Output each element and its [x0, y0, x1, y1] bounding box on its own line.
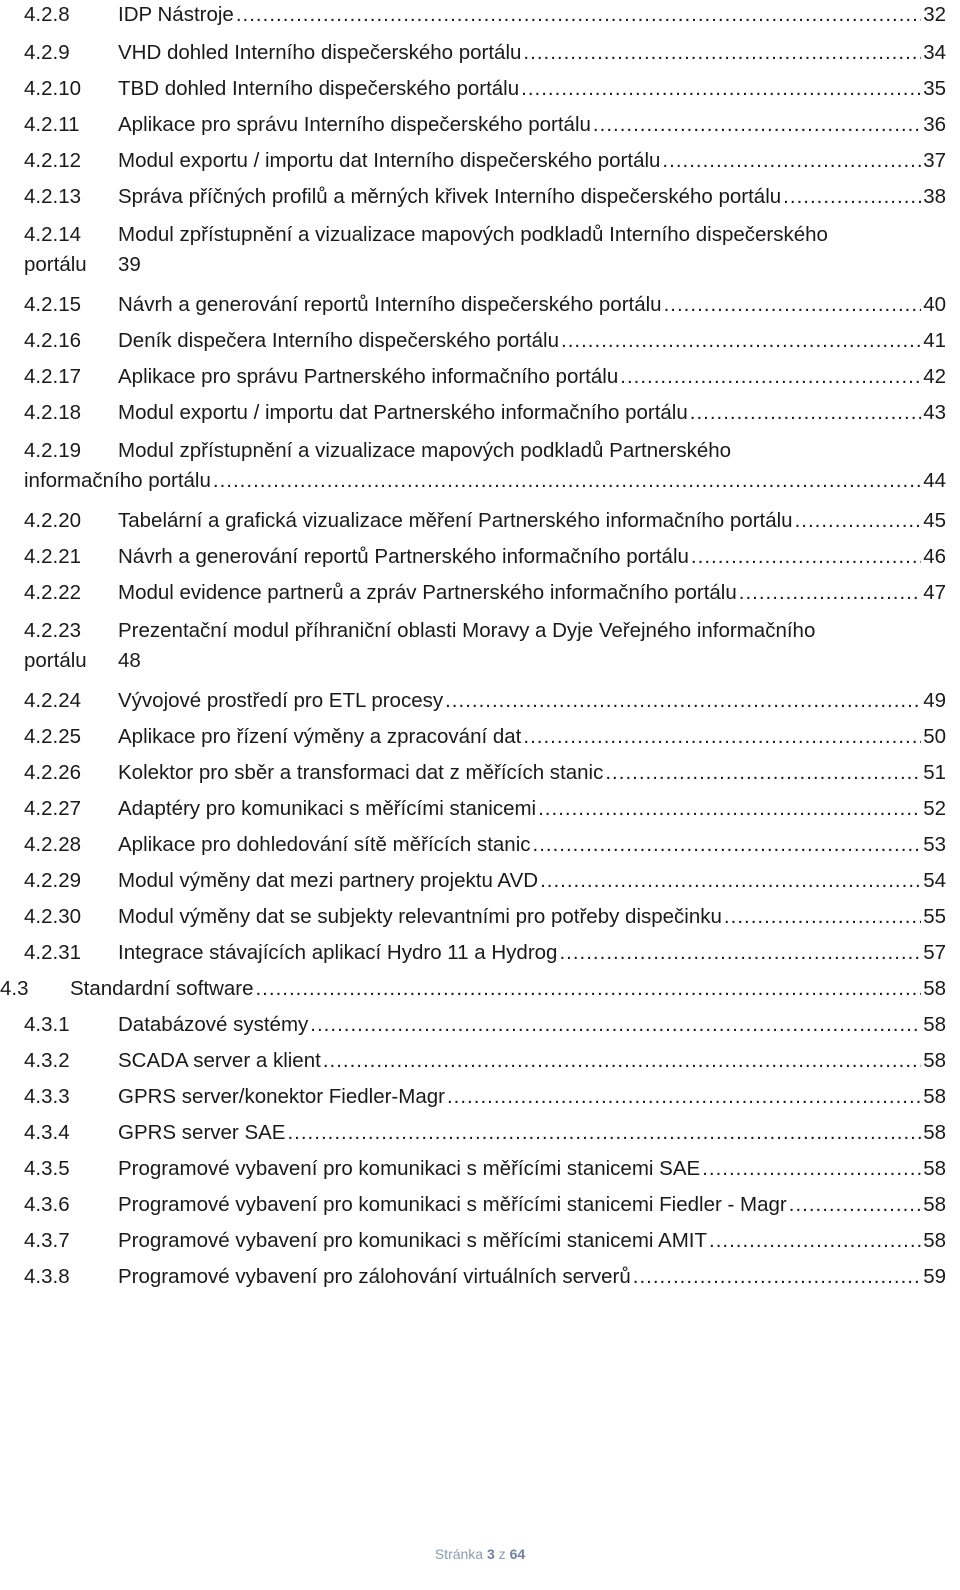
toc-entry-number: 4.3.3 [24, 1085, 70, 1108]
dot-leader [445, 686, 921, 716]
toc-entry-page: 46 [923, 545, 946, 568]
footer-total-pages: 64 [509, 1546, 526, 1562]
toc-entry-title: Integrace stávajících aplikací Hydro 11 a Hydrog [118, 941, 558, 964]
toc-entry-page: 58 [923, 1085, 946, 1108]
dot-leader [620, 362, 921, 392]
toc-entry[interactable] [0, 1262, 960, 1292]
toc-entry-number: 4.2.13 [24, 185, 81, 208]
toc-entry-title: Aplikace pro správu Partnerského informačního portálu [118, 365, 619, 388]
dot-leader [523, 38, 921, 68]
dot-leader [521, 74, 921, 104]
toc-entry[interactable] [0, 1190, 960, 1220]
toc-entry-page: 44 [923, 469, 946, 492]
toc-entry-title: Modul exportu / importu dat Partnerského informačního portálu [118, 401, 688, 424]
toc-entry-title: Modul exportu / importu dat Interního dispečerského portálu [118, 149, 661, 172]
toc-entry-number: 4.2.10 [24, 77, 81, 100]
toc-entry[interactable] [0, 220, 960, 280]
toc-entry-title: GPRS server SAE [118, 1121, 286, 1144]
toc-entry-page: 59 [923, 1265, 946, 1288]
toc-entry[interactable] [0, 326, 960, 356]
toc-entry-number: 4.2.27 [24, 797, 81, 820]
toc-entry-number: 4.3.8 [24, 1265, 70, 1288]
toc-entry[interactable] [0, 758, 960, 788]
toc-entry[interactable] [0, 182, 960, 212]
toc-entry-page: 47 [923, 581, 946, 604]
dot-leader [523, 722, 921, 752]
dot-leader [702, 1154, 921, 1184]
toc-entry-page: 58 [923, 1193, 946, 1216]
dot-leader [540, 866, 921, 896]
toc-entry-number: 4.2.23 [24, 619, 81, 642]
toc-entry[interactable] [0, 830, 960, 860]
dot-leader [795, 506, 922, 536]
toc-entry-page: 50 [923, 725, 946, 748]
dot-leader [690, 398, 921, 428]
toc-entry-number: 4.2.31 [24, 941, 81, 964]
toc-entry-number: 4.3.5 [24, 1157, 70, 1180]
toc-entry-title: Správa příčných profilů a měrných křivek Interního dispečerského portálu [118, 185, 782, 208]
toc-entry[interactable] [0, 1154, 960, 1184]
toc-entry-number: 4.2.14 [24, 223, 81, 246]
toc-entry-page: 48 [118, 649, 141, 672]
toc-entry-title: GPRS server/konektor Fiedler-Magr [118, 1085, 445, 1108]
toc-entry-title: Standardní software [70, 977, 254, 1000]
dot-leader [323, 1046, 921, 1076]
toc-entry[interactable] [0, 578, 960, 608]
toc-entry-title: Databázové systémy [118, 1013, 309, 1036]
toc-entry-page: 58 [923, 1013, 946, 1036]
toc-entry-page: 45 [923, 509, 946, 532]
toc-entry-section[interactable] [0, 974, 960, 1004]
footer-separator: z [498, 1546, 506, 1562]
toc-entry-title: Návrh a generování reportů Interního dispečerského portálu [118, 293, 662, 316]
toc-entry-page: 37 [923, 149, 946, 172]
toc-entry[interactable] [0, 794, 960, 824]
toc-entry-page: 35 [923, 77, 946, 100]
toc-entry-title: Návrh a generování reportů Partnerského informačního portálu [118, 545, 689, 568]
dot-leader [533, 830, 922, 860]
toc-entry[interactable] [0, 1046, 960, 1076]
toc-entry-title: Programové vybavení pro komunikaci s měřícími stanicemi AMIT [118, 1229, 707, 1252]
toc-entry-number: 4.2.16 [24, 329, 81, 352]
toc-entry-page: 58 [923, 1229, 946, 1252]
toc-entry[interactable] [0, 110, 960, 140]
dot-leader [662, 146, 921, 176]
footer-prefix: Stránka [434, 1546, 484, 1562]
toc-entry-page: 53 [923, 833, 946, 856]
toc-entry-title: Aplikace pro řízení výměny a zpracování dat [118, 725, 522, 748]
toc-entry[interactable] [0, 1082, 960, 1112]
dot-leader [287, 1118, 921, 1148]
toc-entry[interactable] [0, 38, 960, 68]
dot-leader [593, 110, 921, 140]
page-footer [0, 1546, 960, 1562]
toc-entry-number: 4.2.29 [24, 869, 81, 892]
toc-entry-title: Vývojové prostředí pro ETL procesy [118, 689, 444, 712]
toc-entry-page: 49 [923, 689, 946, 712]
toc-entry-page: 54 [923, 869, 946, 892]
toc-entry-number: 4.2.25 [24, 725, 81, 748]
toc-entry-page: 41 [923, 329, 946, 352]
toc-entry-number: 4.2.21 [24, 545, 81, 568]
toc-entry-title: IDP Nástroje [118, 3, 234, 26]
dot-leader [255, 974, 921, 1004]
toc-entry-number: 4.2.28 [24, 833, 81, 856]
dot-leader [236, 0, 921, 30]
toc-entry-page: 58 [923, 1157, 946, 1180]
toc-entry[interactable] [0, 866, 960, 896]
toc-entry[interactable] [0, 1118, 960, 1148]
toc-entry-title-continued: portálu [24, 649, 87, 672]
toc-entry[interactable] [0, 398, 960, 428]
toc-entry[interactable] [0, 1226, 960, 1256]
toc-entry-title: Kolektor pro sběr a transformaci dat z měřících stanic [118, 761, 604, 784]
toc-entry-title: Adaptéry pro komunikaci s měřícími stanicemi [118, 797, 537, 820]
toc-entry-title-continued: informačního portálu [24, 469, 211, 492]
dot-leader [739, 578, 921, 608]
dot-leader [709, 1226, 921, 1256]
dot-leader [559, 938, 921, 968]
dot-leader [213, 466, 921, 496]
toc-entry[interactable] [0, 1010, 960, 1040]
toc-entry-number: 4.2.20 [24, 509, 81, 532]
toc-entry-title: Programové vybavení pro komunikaci s měřícími stanicemi Fiedler - Magr [118, 1193, 787, 1216]
toc-entry-number: 4.2.12 [24, 149, 81, 172]
toc-entry-title: Programové vybavení pro komunikaci s měřícími stanicemi SAE [118, 1157, 701, 1180]
toc-entry-title: Modul výměny dat se subjekty relevantními pro potřeby dispečinku [118, 905, 722, 928]
toc-entry-number: 4.3.1 [24, 1013, 70, 1036]
toc-entry-page: 51 [923, 761, 946, 784]
dot-leader [789, 1190, 921, 1220]
toc-entry[interactable] [0, 938, 960, 968]
toc-entry[interactable] [0, 542, 960, 572]
toc-entry-number: 4.2.15 [24, 293, 81, 316]
toc-entry-number: 4.2.11 [24, 113, 80, 136]
toc-entry-number: 4.3 [0, 977, 29, 1000]
dot-leader [310, 1010, 921, 1040]
toc-entry[interactable] [0, 902, 960, 932]
toc-entry[interactable] [0, 686, 960, 716]
dot-leader [724, 902, 921, 932]
dot-leader [783, 182, 921, 212]
toc-entry-number: 4.2.26 [24, 761, 81, 784]
toc-entry[interactable] [0, 436, 960, 496]
toc-entry-number: 4.2.24 [24, 689, 81, 712]
toc-entry-page: 32 [923, 3, 946, 26]
toc-entry[interactable] [0, 506, 960, 536]
toc-entry-page: 42 [923, 365, 946, 388]
toc-entry-page: 40 [923, 293, 946, 316]
footer-current-page: 3 [486, 1546, 495, 1562]
dot-leader [605, 758, 921, 788]
toc-entry-page: 55 [923, 905, 946, 928]
toc-entry-number: 4.2.30 [24, 905, 81, 928]
dot-leader [664, 290, 922, 320]
toc-entry-title: TBD dohled Interního dispečerského portálu [118, 77, 520, 100]
toc-entry-title: Tabelární a grafická vizualizace měření Partnerského informačního portálu [118, 509, 793, 532]
toc-entry-number: 4.3.4 [24, 1121, 70, 1144]
toc-entry-page: 52 [923, 797, 946, 820]
toc-entry-title: Modul zpřístupnění a vizualizace mapových podkladů Interního dispečerského [118, 223, 828, 246]
toc-entry[interactable] [0, 0, 960, 30]
dot-leader [691, 542, 921, 572]
toc-entry-number: 4.3.2 [24, 1049, 70, 1072]
toc-entry-page: 58 [923, 1049, 946, 1072]
toc-entry[interactable] [0, 74, 960, 104]
toc-entry-page: 39 [118, 253, 141, 276]
toc-entry[interactable] [0, 362, 960, 392]
toc-entry-title: Modul výměny dat mezi partnery projektu AVD [118, 869, 539, 892]
toc-entry-number: 4.3.6 [24, 1193, 70, 1216]
toc-entry-title: Aplikace pro správu Interního dispečerského portálu [118, 113, 591, 136]
toc-entry-number: 4.2.19 [24, 439, 81, 462]
toc-entry-title: Modul zpřístupnění a vizualizace mapových podkladů Partnerského [118, 439, 732, 462]
dot-leader [633, 1262, 921, 1292]
toc-entry-number: 4.2.8 [24, 3, 70, 26]
toc-entry-page: 57 [923, 941, 946, 964]
toc-entry-title: VHD dohled Interního dispečerského portálu [118, 41, 522, 64]
toc-entry-title: Modul evidence partnerů a zpráv Partnerského informačního portálu [118, 581, 737, 604]
toc-entry-number: 4.3.7 [24, 1229, 70, 1252]
dot-leader [561, 326, 921, 356]
toc-entry-page: 43 [923, 401, 946, 424]
toc-entry-number: 4.2.18 [24, 401, 81, 424]
dot-leader [447, 1082, 921, 1112]
toc-entry-page: 36 [923, 113, 946, 136]
toc-entry-number: 4.2.9 [24, 41, 70, 64]
toc-entry-title: SCADA server a klient [118, 1049, 321, 1072]
toc-entry[interactable] [0, 146, 960, 176]
toc-entry-page: 34 [923, 41, 946, 64]
toc-entry-number: 4.2.17 [24, 365, 81, 388]
toc-entry-page: 58 [923, 1121, 946, 1144]
toc-entry[interactable] [0, 290, 960, 320]
toc-entry-number: 4.2.22 [24, 581, 81, 604]
toc-entry-title-continued: portálu [24, 253, 87, 276]
toc-entry-page: 38 [923, 185, 946, 208]
dot-leader [538, 794, 921, 824]
toc-entry-title: Prezentační modul příhraniční oblasti Moravy a Dyje Veřejného informačního [118, 619, 816, 642]
toc-entry-title: Deník dispečera Interního dispečerského portálu [118, 329, 560, 352]
toc-entry-page: 58 [923, 977, 946, 1000]
toc-entry-title: Programové vybavení pro zálohování virtuálních serverů [118, 1265, 631, 1288]
toc-entry[interactable] [0, 616, 960, 676]
toc-entry[interactable] [0, 722, 960, 752]
toc-entry-title: Aplikace pro dohledování sítě měřících stanic [118, 833, 531, 856]
